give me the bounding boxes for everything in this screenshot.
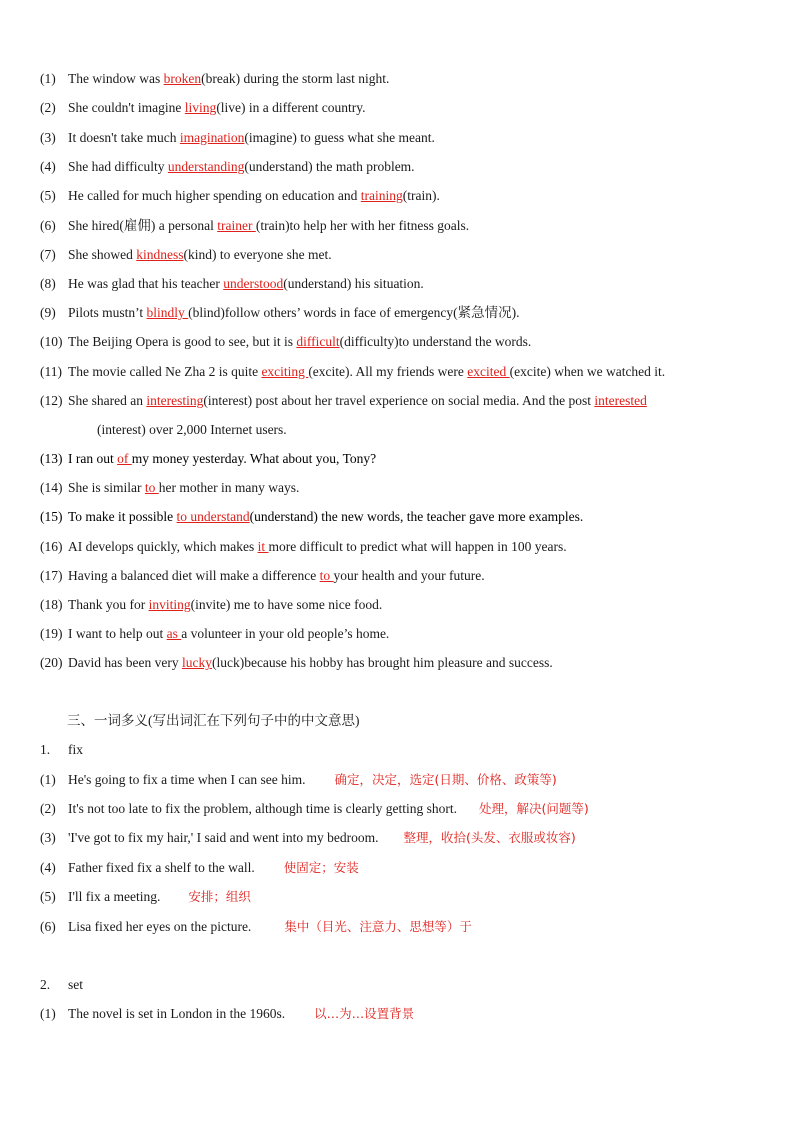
answer-text: lucky bbox=[181, 655, 212, 670]
item-number: (1) bbox=[40, 772, 56, 787]
meaning-item-fix-5 bbox=[40, 887, 251, 907]
sentence-text: (interest) post about her travel experience on social media. And the post bbox=[203, 393, 595, 408]
example-sentence: Father fixed fix a shelf to the wall. bbox=[68, 860, 255, 875]
sentence-text: a volunteer in your old people’s home. bbox=[181, 626, 390, 641]
fill-blank-item-13 bbox=[40, 449, 376, 469]
answer-text: kindness bbox=[136, 247, 184, 262]
sentence-text: She hired(雇佣) a personal bbox=[68, 218, 218, 233]
sentence-text: Pilots mustn’t bbox=[68, 305, 147, 320]
word-number: 2. bbox=[40, 977, 51, 992]
answer-text: to understand bbox=[176, 509, 250, 524]
sentence-text: It doesn't take much bbox=[68, 130, 180, 145]
sentence-text: The movie called Ne Zha 2 is quite bbox=[68, 364, 262, 379]
item-number: (2) bbox=[40, 801, 56, 816]
sentence-text: I ran out bbox=[68, 451, 118, 466]
fill-blank-item-14 bbox=[40, 478, 299, 498]
word-label: fix bbox=[68, 742, 83, 757]
word-number: 1. bbox=[40, 742, 51, 757]
example-sentence: It's not too late to fix the problem, although time is clearly getting short. bbox=[68, 801, 457, 816]
fill-blank-item-15 bbox=[40, 507, 583, 527]
example-sentence: I'll fix a meeting. bbox=[68, 889, 161, 904]
sentence-text: The Beijing Opera is good to see, but it is bbox=[68, 334, 297, 349]
sentence-text: (blind)follow others’ words in face of emergency(紧急情况). bbox=[188, 305, 520, 320]
fill-blank-item-16 bbox=[40, 537, 567, 557]
item-number: (1) bbox=[40, 71, 56, 86]
sentence-text: I want to help out bbox=[68, 626, 167, 641]
chinese-meaning: 处理，解决(问题等) bbox=[478, 801, 589, 816]
fill-blank-item-17 bbox=[40, 566, 485, 586]
sentence-text: She had difficulty bbox=[68, 159, 168, 174]
meaning-item-fix-1 bbox=[40, 770, 557, 790]
sentence-text: your health and your future. bbox=[333, 568, 485, 583]
word-label: set bbox=[68, 977, 83, 992]
item-number: (1) bbox=[40, 1006, 56, 1021]
answer-text: inviting bbox=[148, 597, 191, 612]
sentence-text: (invite) me to have some nice food. bbox=[190, 597, 383, 612]
item-number: (14) bbox=[40, 480, 63, 495]
sentence-text: He was glad that his teacher bbox=[68, 276, 224, 291]
sentence-text: She couldn't imagine bbox=[68, 100, 185, 115]
chinese-meaning: 整理，收拾(头发、衣服或妆容) bbox=[403, 830, 576, 845]
answer-text: exciting bbox=[261, 364, 309, 379]
word-heading-set bbox=[40, 975, 83, 995]
sentence-text: (understand) his situation. bbox=[283, 276, 424, 291]
item-number: (17) bbox=[40, 568, 63, 583]
meaning-item-fix-6 bbox=[40, 917, 472, 937]
example-sentence: The novel is set in London in the 1960s. bbox=[68, 1006, 286, 1021]
sentence-text: (excite) when we watched it. bbox=[509, 364, 666, 379]
meaning-item-fix-3 bbox=[40, 828, 576, 848]
sentence-text: She shared an bbox=[68, 393, 147, 408]
fill-blank-item-19 bbox=[40, 624, 389, 644]
sentence-text: (train). bbox=[402, 188, 440, 203]
answer-text: understanding bbox=[167, 159, 245, 174]
answer-text: interested bbox=[594, 393, 647, 408]
fill-blank-item-7 bbox=[40, 245, 332, 265]
answer-text: understood bbox=[223, 276, 284, 291]
sentence-text: (live) in a different country. bbox=[216, 100, 366, 115]
sentence-text: AI develops quickly, which makes bbox=[68, 539, 258, 554]
sentence-text: Having a balanced diet will make a difference bbox=[68, 568, 320, 583]
item-number: (19) bbox=[40, 626, 63, 641]
example-sentence: He's going to fix a time when I can see him. bbox=[68, 772, 306, 787]
sentence-text: (kind) to everyone she met. bbox=[183, 247, 332, 262]
item-number: (3) bbox=[40, 130, 56, 145]
answer-text: blindly bbox=[146, 305, 189, 320]
sentence-text: She is similar bbox=[68, 480, 145, 495]
answer-text: training bbox=[360, 188, 403, 203]
sentence-text: (difficulty)to understand the words. bbox=[339, 334, 532, 349]
sentence-text: (break) during the storm last night. bbox=[201, 71, 390, 86]
fill-blank-item-11 bbox=[40, 362, 665, 382]
sentence-text: To make it possible bbox=[68, 509, 177, 524]
item-number: (18) bbox=[40, 597, 63, 612]
answer-text: to bbox=[319, 568, 334, 583]
sentence-text: (understand) the math problem. bbox=[244, 159, 415, 174]
answer-text: of bbox=[117, 451, 132, 466]
item-number: (5) bbox=[40, 188, 56, 203]
item-number: (8) bbox=[40, 276, 56, 291]
item-number: (2) bbox=[40, 100, 56, 115]
sentence-text: (luck)because his hobby has brought him pleasure and success. bbox=[211, 655, 553, 670]
example-sentence: 'I've got to fix my hair,' I said and went into my bedroom. bbox=[68, 830, 379, 845]
item-number: (4) bbox=[40, 159, 56, 174]
fill-blank-item-8 bbox=[40, 274, 424, 294]
item-number: (9) bbox=[40, 305, 56, 320]
fill-blank-item-20 bbox=[40, 653, 553, 673]
item-12-continuation: (interest) over 2,000 Internet users. bbox=[97, 422, 287, 437]
sentence-text: Thank you for bbox=[68, 597, 149, 612]
sentence-text: David has been very bbox=[68, 655, 182, 670]
item-number: (5) bbox=[40, 889, 56, 904]
answer-text: imagination bbox=[179, 130, 245, 145]
chinese-meaning: 以…为…设置背景 bbox=[314, 1006, 415, 1021]
answer-text: as bbox=[166, 626, 182, 641]
chinese-meaning: 安排；组织 bbox=[188, 889, 251, 904]
item-number: (3) bbox=[40, 830, 56, 845]
item-number: (4) bbox=[40, 860, 56, 875]
meaning-item-fix-2 bbox=[40, 799, 589, 819]
fill-blank-item-4 bbox=[40, 157, 415, 177]
sentence-text: He called for much higher spending on education and bbox=[68, 188, 361, 203]
answer-text: it bbox=[257, 539, 269, 554]
chinese-meaning: 集中（目光、注意力、思想等）于 bbox=[284, 919, 472, 934]
item-number: (10) bbox=[40, 334, 63, 349]
item-number: (13) bbox=[40, 451, 63, 466]
sentence-text: her mother in many ways. bbox=[158, 480, 300, 495]
sentence-text: (excite). All my friends were bbox=[308, 364, 468, 379]
word-heading-fix bbox=[40, 740, 83, 760]
sentence-text: more difficult to predict what will happen in 100 years. bbox=[268, 539, 567, 554]
item-number: (16) bbox=[40, 539, 63, 554]
sentence-text: my money yesterday. What about you, Tony? bbox=[131, 451, 377, 466]
sentence-text: She showed bbox=[68, 247, 137, 262]
chinese-meaning: 使固定；安装 bbox=[283, 860, 359, 875]
fill-blank-item-2 bbox=[40, 98, 366, 118]
answer-text: excited bbox=[467, 364, 510, 379]
answer-text: broken bbox=[163, 71, 202, 86]
item-number: (12) bbox=[40, 393, 63, 408]
sentence-text: The window was bbox=[68, 71, 164, 86]
fill-blank-item-9 bbox=[40, 303, 519, 323]
fill-blank-item-10 bbox=[40, 332, 531, 352]
chinese-meaning: 确定，决定，选定(日期、价格、政策等) bbox=[334, 772, 557, 787]
fill-blank-item-3 bbox=[40, 128, 435, 148]
fill-blank-item-1 bbox=[40, 69, 389, 89]
item-number: (6) bbox=[40, 919, 56, 934]
item-number: (15) bbox=[40, 509, 63, 524]
sentence-text: (imagine) to guess what she meant. bbox=[244, 130, 435, 145]
answer-text: living bbox=[184, 100, 217, 115]
fill-blank-item-12 bbox=[40, 391, 647, 411]
sentence-text: (understand) the new words, the teacher gave more examples. bbox=[249, 509, 584, 524]
meaning-item-fix-4 bbox=[40, 858, 359, 878]
answer-text: difficult bbox=[296, 334, 340, 349]
item-number: (20) bbox=[40, 655, 63, 670]
item-number: (11) bbox=[40, 364, 62, 379]
fill-blank-item-18 bbox=[40, 595, 382, 615]
item-number: (7) bbox=[40, 247, 56, 262]
meaning-item-set-1 bbox=[40, 1004, 414, 1024]
example-sentence: Lisa fixed her eyes on the picture. bbox=[68, 919, 252, 934]
fill-blank-item-6 bbox=[40, 216, 469, 236]
answer-text: trainer bbox=[217, 218, 256, 233]
item-number: (6) bbox=[40, 218, 56, 233]
answer-text: interesting bbox=[146, 393, 204, 408]
answer-text: to bbox=[144, 480, 159, 495]
fill-blank-item-5 bbox=[40, 186, 440, 206]
section-heading: 三、一词多义(写出词汇在下列句子中的中文意思) bbox=[67, 713, 360, 728]
sentence-text: (train)to help her with her fitness goals. bbox=[255, 218, 470, 233]
